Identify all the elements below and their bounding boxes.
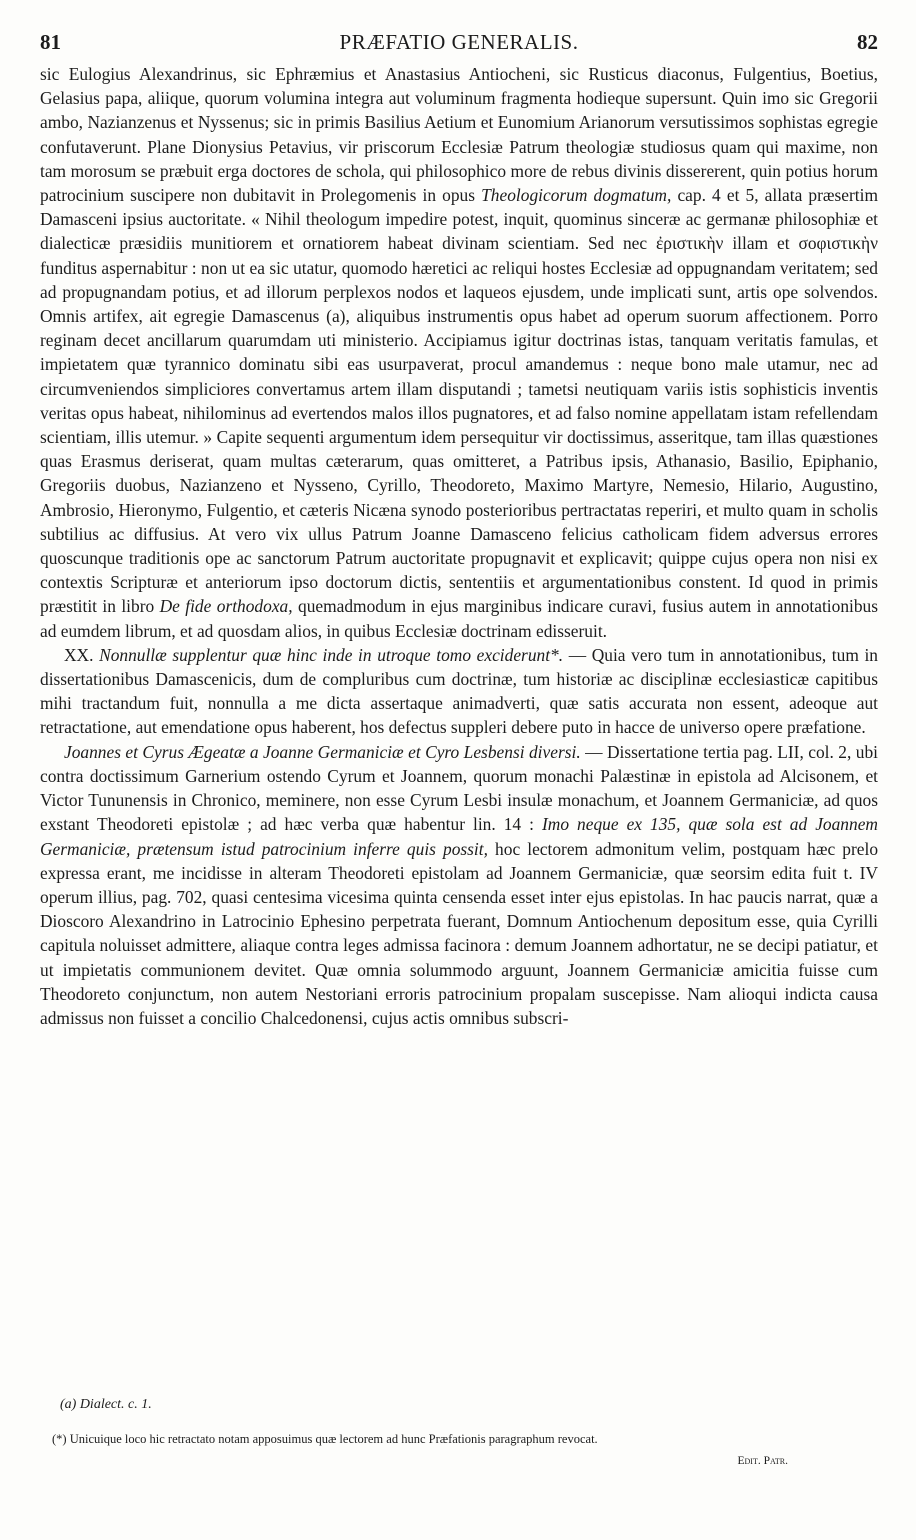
section-number: XX.	[64, 644, 94, 665]
text-run: cap. 4 et 5, allata præsertim Damasceni ipsius auctoritate. « Nihil theologum impedire potest, inquit, quominus sinceræ ac germanæ philosophiæ et dialecticæ præsidiis munitiorem et ornatiorem habeat divinam scientiam. Sed nec ἐριστικὴν illam et σοφιστικὴν funditus aspernabitur : non ut ea sic utatur, quomodo hæretici ac reliqui hostes Ecclesiæ ad oppugnandam veritatem; sed ad propugnandam potius, et ad illorum perplexos nodos et laqueos ejusdem, unde implicati sunt, artis ope solvendos. Omnis artifex, ait egregie Damascenus (a), aliquibus instrumentis opus habet ad operum suorum affectionem. Porro reginam decet ancillarum quarumdam uti ministerio. Accipiamus igitur doctrinas istas, tanquam veritatis famulas, et impietatem quæ tyrannico dominatu sibi eas usurpaverat, procul amandemus : neque bono male utamur, nec ad circumveniendos simpliciores convertamus artem illam disputandi ; tametsi neutiquam variis istis sophisticis inventis veritas opus habeat, nihilominus ad evertendos malos illos pugnatores, et ad falso nomine appellatam istam refellendam scientiam, illis utemur. » Capite sequenti argumentum idem persequitur vir doctissimus, asseritque, tam illas quæstiones quas Erasmus deriserat, quam multas cæterarum, quas omitteret, a Patribus ipsis, Athanasio, Basilio, Epiphanio, Gregoriis duobus, Nazianzeno et Nysseno, Cyrillo, Theodoreto, Maximo Martyre, Nemesio, Hilario, Augustino, Ambrosio, Hieronymo, Fulgentio, et cæteris Nicæna synodo posterioribus pertractatas reperiri, et multo quam in scholis subtilius ac diffusius. At vero vix ullus Patrum Joanne Damasceno felicius catholicam fidem adversus errores quoscunque traditionis ope ac sanctorum Patrum auctoritate propugnavit et explicavit; quippe cujus opera non nisi ex contextis Scripturæ et anteriorum ipso doctorum dictis, sententiis et argumentationibus constent. Id quod in primis præstitit in libro	[40, 185, 878, 617]
page-number-right: 82	[857, 30, 878, 54]
text-run: — Dissertatione tertia pag. LII, col. 2, ubi contra doctissimum Garnerium ostendo Cyrum et Joannem, quorum monachi Palæstinæ in epistola ad Alcisonem, et Victor Tununensis in Chronico, meminere, non esse Cyrum Lesbi insulæ monachum, et Joannem Germaniciæ, ad quos exstant Theodoreti epistolæ ; ad hæc verba quæ habentur lin. 14 :	[40, 741, 878, 835]
text-run: hoc lectorem admonitum velim, postquam hæc prelo expressa erant, me incidisse in alteram Theodoreti epistolam ad Joannem Germaniciæ, quæ seorsim edita fuit t. IV operum illius, pag. 702, quasi centesima vicesima quinta censenda esset inter ejus epistolas. In hac paucis narrat, quæ a Dioscoro Alexandrino in Latrocinio Ephesino perpetrata fuerant, Domnum Antiochenum depositum esse, quia Cyrilli capitula noluisset admittere, aliaque contra leges admissa facinora : demum Joannem adhortatur, ne se decipi patiatur, et ut impietatis communionem devitet. Quæ omnia solummodo arguunt, Joannem Germaniciæ amicitia fuisse cum Theodoreto conjunctum, non autem Nestoriani erroris patrocinium propalam suscepisse. Nam alioqui indicta causa admissus non fuisset a concilio Chalcedonensi, cujus actis omnibus subscri-	[40, 838, 879, 1028]
section-xx	[40, 643, 878, 740]
page-number-left: 81	[40, 30, 61, 54]
footnote-star: (*) Unicuique loco hic retractato notam apposuimus quæ lectorem ad hunc Præfationis paragraphum revocat.	[52, 1432, 598, 1446]
footnotes	[40, 1394, 878, 1472]
editor-signature: Edit. Patr.	[737, 1455, 788, 1467]
quotation: Imo neque ex 135, quæ sola est ad Joannem Germaniciæ, prætensum istud patrocinium inferre quis possit,	[40, 814, 878, 859]
running-header	[40, 30, 878, 60]
footnote-a: (a) Dialect. c. 1.	[60, 1397, 152, 1412]
text-run: sic Eulogius Alexandrinus, sic Ephræmius et Anastasius Antiocheni, sic Rusticus diaconus, Fulgentius, Boetius, Gelasius papa, aliique, quorum volumina integra aut voluminum fragmenta hodieque supersunt. Quin imo sic Gregorii ambo, Nazianzenus et Nyssenus; sic in primis Basilius Aetium et Eunomium Arianorum versutissimos sophistas egregie confutaverunt. Plane Dionysius Petavius, vir priscorum Ecclesiæ Patrum theologiæ studiosus quam qui maxime, non tam morosum se præbuit erga doctores de schola, qui philosophico more de rebus divinis dissererent, quin potius horum patrocinium suscipere non dubitavit in Prolegomenis in opus	[40, 64, 878, 206]
subsection-joannes-cyrus	[40, 740, 878, 1030]
section-title: Nonnullæ supplentur quæ hinc inde in utroque tomo exciderunt*.	[99, 644, 564, 665]
main-text	[40, 62, 878, 1030]
work-title: Theologicorum dogmatum,	[481, 185, 672, 206]
text-run: quemadmodum in ejus marginibus indicare curavi, fusius autem in annotationibus ad eumdem librum, et ad quosdam alios, in quibus Ecclesiæ doctrinam edisseruit.	[40, 596, 879, 641]
text-run: — Quia vero tum in annotationibus, tum in dissertationibus Damascenicis, dum de compluribus cum doctrinæ, tum historiæ ac disciplinæ ecclesiasticæ capitibus mihi tractandum fuit, nonnulla a me dicta assertaque animadverti, quæ satis accurata non essent, adeoque aut retractatione, aut emendatione opus haberent, hos defectus suppleri debere puto in hacce de universo opere præfatione.	[40, 644, 878, 738]
subsection-title: Joannes et Cyrus Ægeatæ a Joanne Germaniciæ et Cyro Lesbensi diversi.	[64, 741, 581, 762]
running-title: PRÆFATIO GENERALIS.	[339, 30, 579, 54]
work-title: De fide orthodoxa,	[159, 596, 293, 617]
paragraph-continuation	[40, 62, 878, 643]
